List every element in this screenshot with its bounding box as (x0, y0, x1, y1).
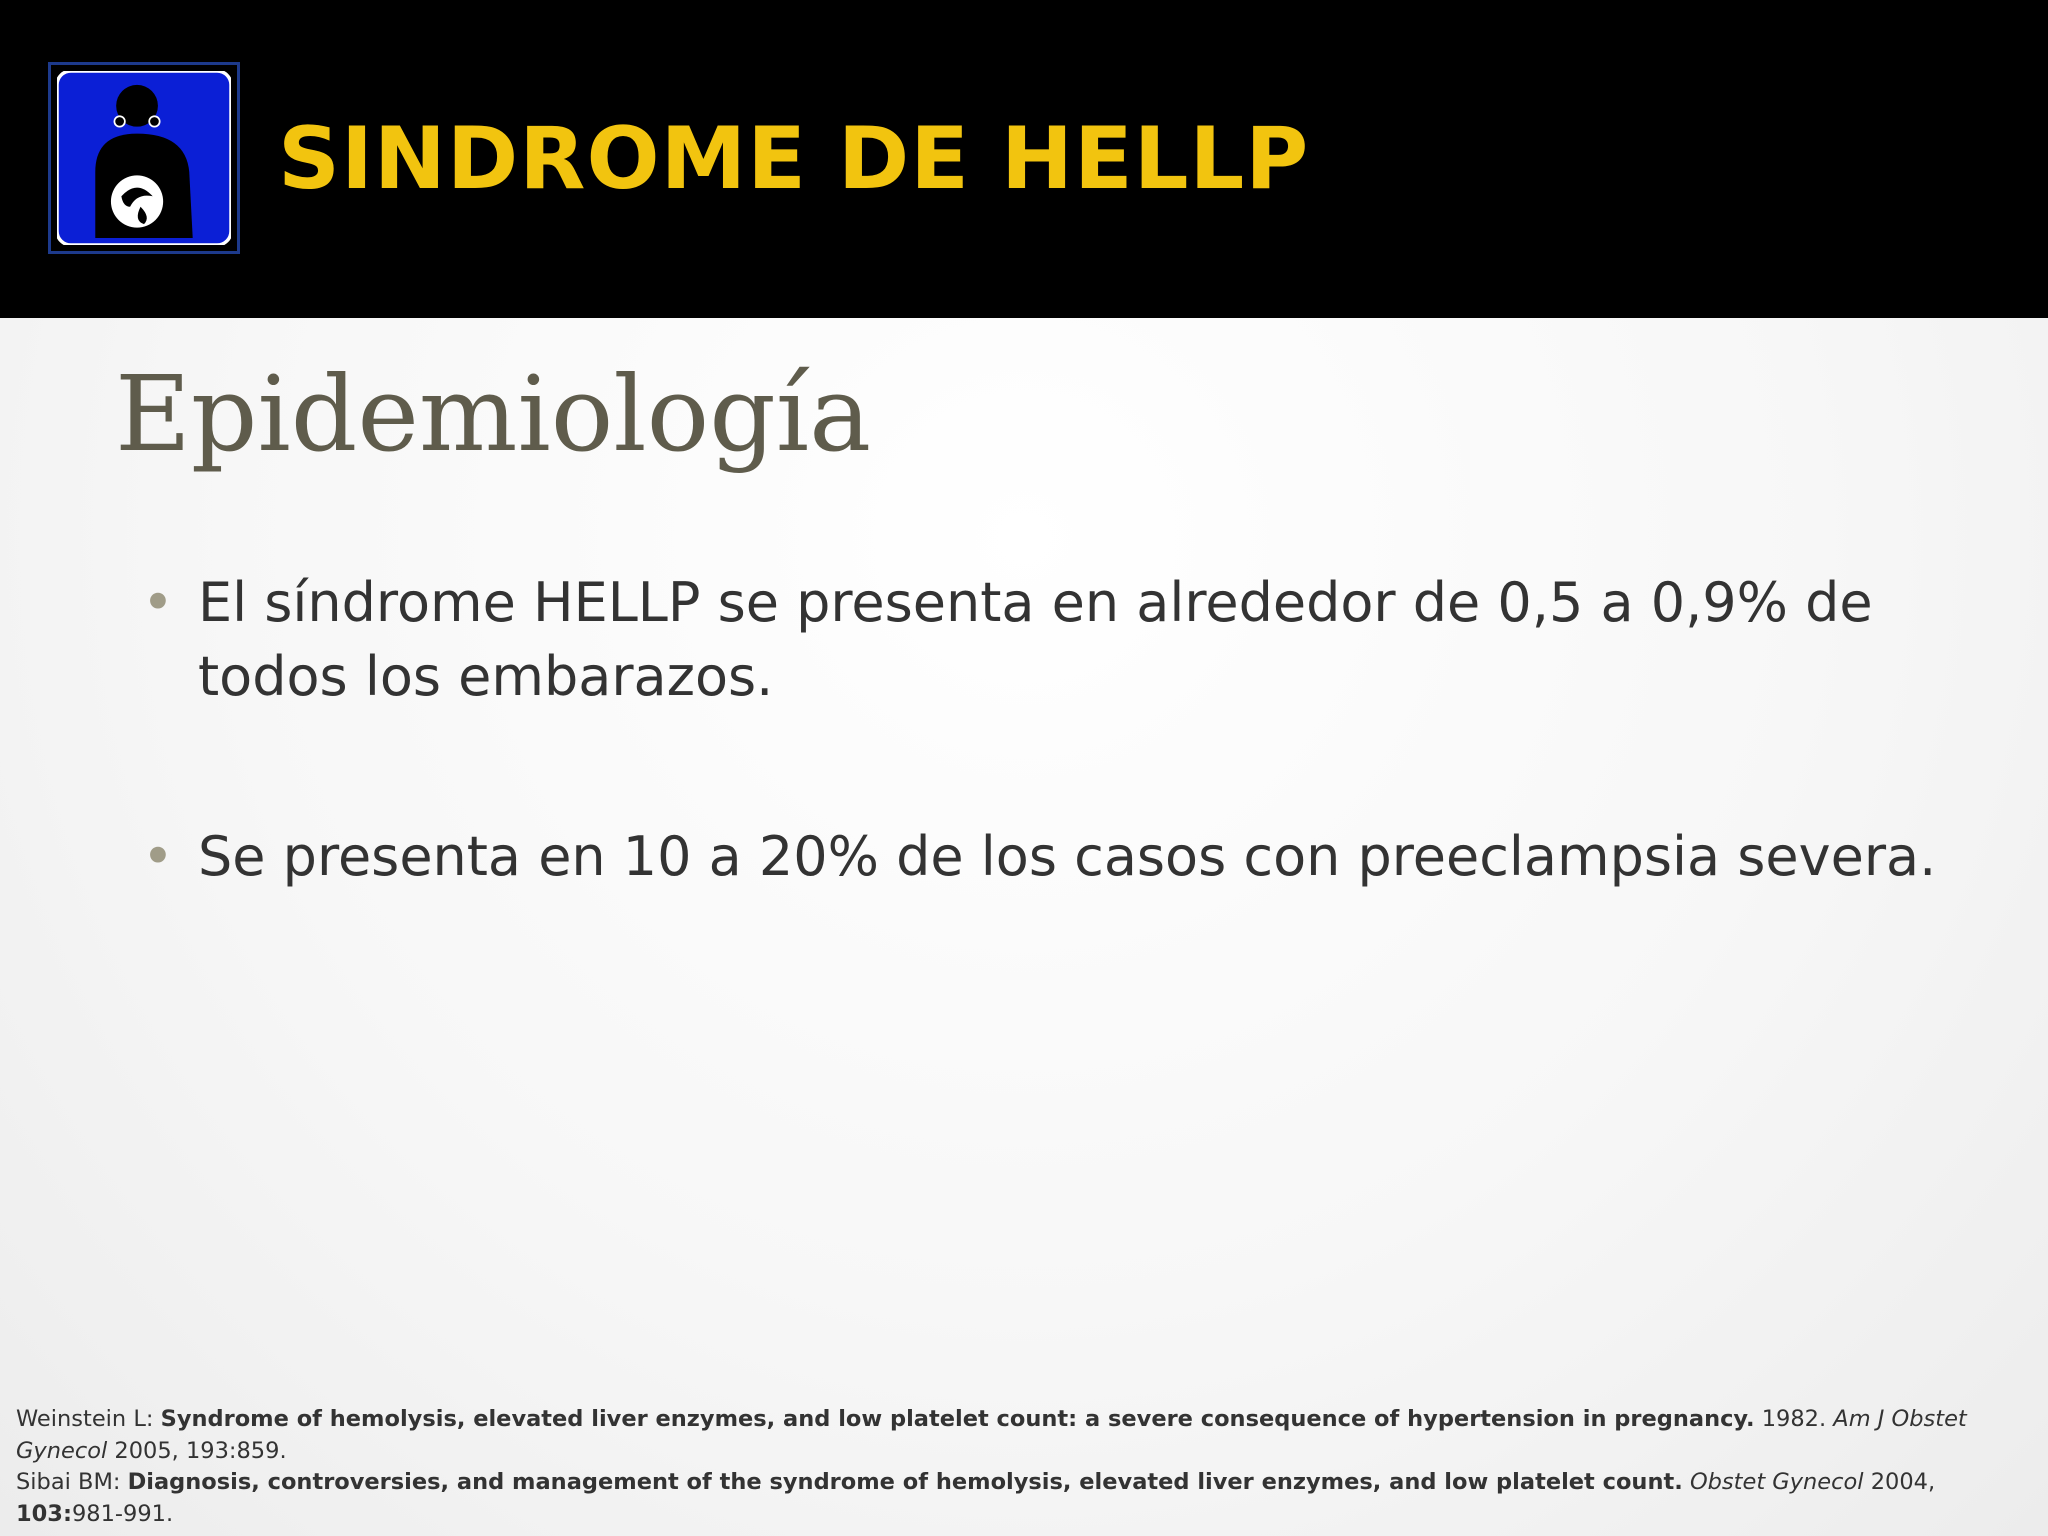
reference-author: Sibai BM: (16, 1469, 128, 1495)
bullet-text: El síndrome HELLP se presenta en alrededor de 0,5 a 0,9% de todos los embarazos. (198, 571, 1873, 708)
reference-separator (1683, 1469, 1690, 1495)
header-title: SINDROME DE HELLP (278, 109, 1310, 209)
bullet-icon: • (142, 571, 174, 634)
reference-sibai (16, 1467, 2026, 1530)
header-bar (0, 0, 2048, 318)
slide-title: Epidemiología (115, 353, 872, 475)
reference-author: Weinstein L: (16, 1406, 161, 1432)
bullet-list (140, 566, 1960, 1000)
reference-pages: 981-991. (71, 1500, 174, 1527)
reference-weinstein (16, 1404, 2026, 1467)
reference-year: 1982. (1754, 1406, 1834, 1432)
bullet-item-incidence (140, 566, 1960, 714)
reference-title: Syndrome of hemolysis, elevated liver enzymes, and low platelet count: a severe consequence of hypertension in pregnancy. (160, 1406, 1755, 1432)
reference-volume: 103: (16, 1500, 72, 1527)
logo (48, 62, 240, 254)
reference-details: 2005, 193:859. (107, 1437, 287, 1464)
reference-journal: Obstet Gynecol (1689, 1469, 1864, 1495)
reference-journal: Am J Obstet Gynecol (16, 1406, 1967, 1464)
bullet-text: Se presenta en 10 a 20% de los casos con preeclampsia severa. (198, 825, 1937, 888)
reference-title: Diagnosis, controversies, and management of the syndrome of hemolysis, elevated liver enzymes, and low platelet count. (127, 1469, 1683, 1495)
bullet-item-preeclampsia (140, 820, 1960, 894)
bullet-icon: • (142, 825, 174, 888)
pregnant-woman-icon (57, 71, 231, 245)
reference-year: 2004, (1863, 1469, 1936, 1495)
references (16, 1404, 2026, 1530)
